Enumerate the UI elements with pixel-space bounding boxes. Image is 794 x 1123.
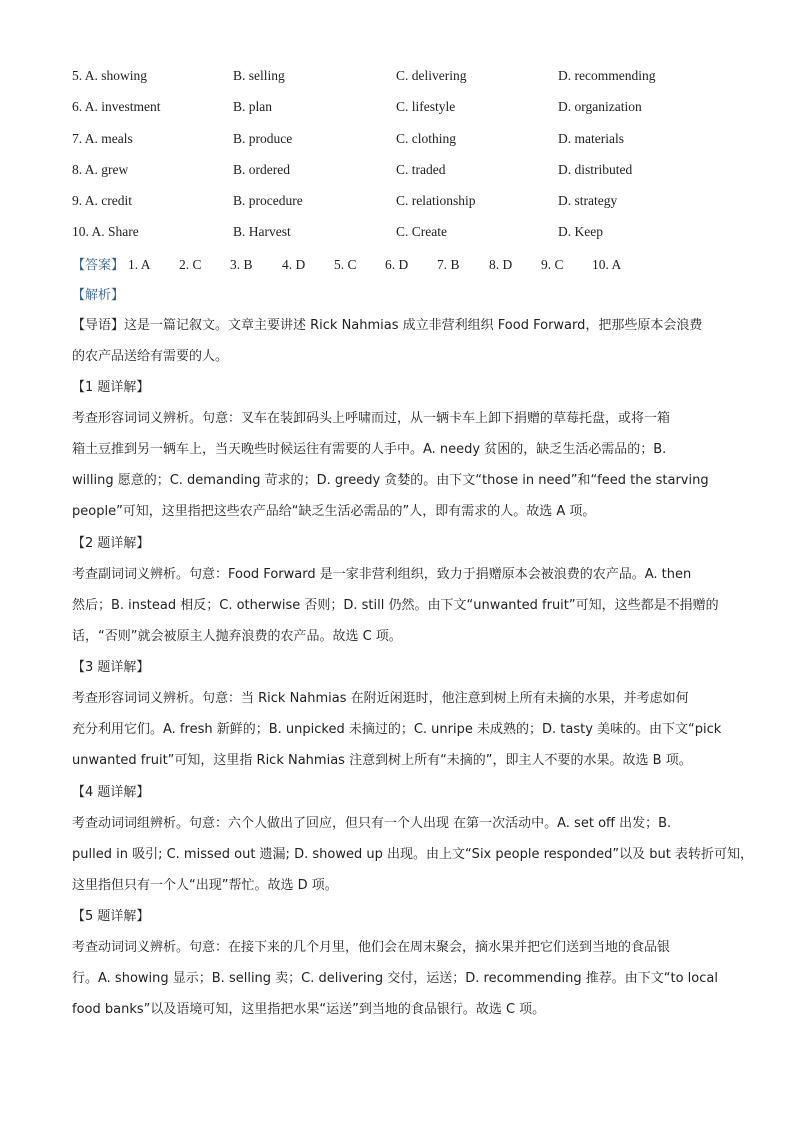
- option-c: C. traded: [396, 162, 446, 177]
- text-line: 考查动词词组辨析。句意：六个人做出了回应，但只有一个人出现 在第一次活动中。A. set off 出发；B.: [72, 816, 672, 831]
- option-b: B. produce: [233, 131, 293, 146]
- answer-key: [72, 255, 622, 275]
- option-a: 7. A. meals: [72, 131, 133, 146]
- option-c: C. delivering: [396, 68, 467, 83]
- text-line: 箱土豆推到另一辆车上，当天晚些时候运往有需要的人手中。A. needy 贫困的，缺乏生活必需品的；B.: [72, 442, 667, 457]
- answer-item: 4. D: [282, 257, 306, 272]
- option-c: C. relationship: [396, 193, 476, 208]
- text-line: 这里指但只有一个人“出现”帮忙。故选 D 项。: [72, 878, 338, 893]
- section-heading: 【1 题详解】: [72, 380, 150, 395]
- answer-item: 6. D: [385, 257, 409, 272]
- option-b: B. Harvest: [233, 224, 291, 239]
- text-line: people”可知，这里指把这些农产品给“缺乏生活必需品的”人，即有需求的人。故选 A 项。: [72, 504, 596, 519]
- option-c: C. clothing: [396, 131, 456, 146]
- section-body: [72, 808, 753, 901]
- section-body: [72, 683, 722, 776]
- option-d: D. Keep: [558, 224, 603, 239]
- answer-item: 10. A: [592, 257, 622, 272]
- option-b: B. selling: [233, 68, 285, 83]
- option-d: D. distributed: [558, 162, 633, 177]
- option-a: 5. A. showing: [72, 68, 148, 83]
- text-line: 【导语】这是一篇记叙文。文章主要讲述 Rick Nahmias 成立非营利组织 Food Forward，把那些原本会浪费: [72, 318, 703, 333]
- section-heading: 【2 题详解】: [72, 536, 150, 551]
- text-line: willing 愿意的；C. demanding 苛求的；D. greedy 贪婪的。由下文“those in need”和“feed the starving: [72, 473, 709, 488]
- text-line: food banks”以及语境可知，这里指把水果“运送”到当地的食品银行。故选 C 项。: [72, 1002, 546, 1017]
- text-line: 考查副词词义辨析。句意：Food Forward 是一家非营利组织，致力于捐赠原本会被浪费的农产品。A. then: [72, 567, 692, 582]
- text-line: 的农产品送给有需要的人。: [72, 349, 229, 364]
- option-c: C. Create: [396, 224, 447, 239]
- text-line: 考查形容词词义辨析。句意：当 Rick Nahmias 在附近闲逛时，他注意到树上所有未摘的水果，并考虑如何: [72, 691, 689, 706]
- option-d: D. organization: [558, 99, 642, 114]
- answer-item: 9. C: [541, 257, 564, 272]
- option-d: D. strategy: [558, 193, 618, 208]
- option-b: B. plan: [233, 99, 272, 114]
- answer-item: 1. A: [128, 257, 151, 272]
- option-d: D. materials: [558, 131, 624, 146]
- section-heading: 【4 题详解】: [72, 785, 150, 800]
- answer-item: 2. C: [179, 257, 202, 272]
- option-a: 8. A. grew: [72, 162, 129, 177]
- answer-item: 5. C: [334, 257, 357, 272]
- text-line: unwanted fruit”可知，这里指 Rick Nahmias 注意到树上所有“未摘的”，即主人不要的水果。故选 B 项。: [72, 753, 692, 768]
- option-a: 9. A. credit: [72, 193, 132, 208]
- answer-item: 3. B: [230, 257, 253, 272]
- option-a: 10. A. Share: [72, 224, 139, 239]
- analysis-label: 【解析】: [72, 288, 125, 303]
- text-line: pulled in 吸引; C. missed out 遗漏; D. showed up 出现。由上文“Six people responded”以及 but 表转折可知，: [72, 847, 753, 862]
- option-d: D. recommending: [558, 68, 656, 83]
- option-b: B. ordered: [233, 162, 290, 177]
- option-c: C. lifestyle: [396, 99, 456, 114]
- option-a: 6. A. investment: [72, 99, 161, 114]
- answer-item: 8. D: [489, 257, 513, 272]
- answer-item: 7. B: [437, 257, 460, 272]
- text-line: 然后；B. instead 相反；C. otherwise 否则；D. still 仍然。由下文“unwanted fruit”可知，这些都是不捐赠的: [72, 598, 719, 613]
- text-line: 考查形容词词义辨析。句意：叉车在装卸码头上呼啸而过，从一辆卡车上卸下捐赠的草莓托盘，或将一箱: [72, 411, 671, 426]
- text-line: 充分利用它们。A. fresh 新鲜的；B. unpicked 未摘过的；C. unripe 未成熟的；D. tasty 美味的。由下文“pick: [72, 722, 722, 737]
- intro-paragraph: [72, 310, 722, 372]
- section-heading: 【5 题详解】: [72, 909, 150, 924]
- section-body: [72, 932, 722, 1025]
- answer-label: 【答案】: [72, 258, 125, 273]
- text-line: 话，“否则”就会被原主人抛弃浪费的农产品。故选 C 项。: [72, 629, 402, 644]
- section-body: [72, 559, 722, 652]
- section-heading: 【3 题详解】: [72, 660, 150, 675]
- option-b: B. procedure: [233, 193, 303, 208]
- text-line: 行。A. showing 显示；B. selling 卖；C. delivering 交付，运送；D. recommending 推荐。由下文“to local: [72, 971, 718, 986]
- text-line: 考查动词词义辨析。句意：在接下来的几个月里，他们会在周末聚会，摘水果并把它们送到当地的食品银: [72, 940, 671, 955]
- section-body: [72, 403, 722, 527]
